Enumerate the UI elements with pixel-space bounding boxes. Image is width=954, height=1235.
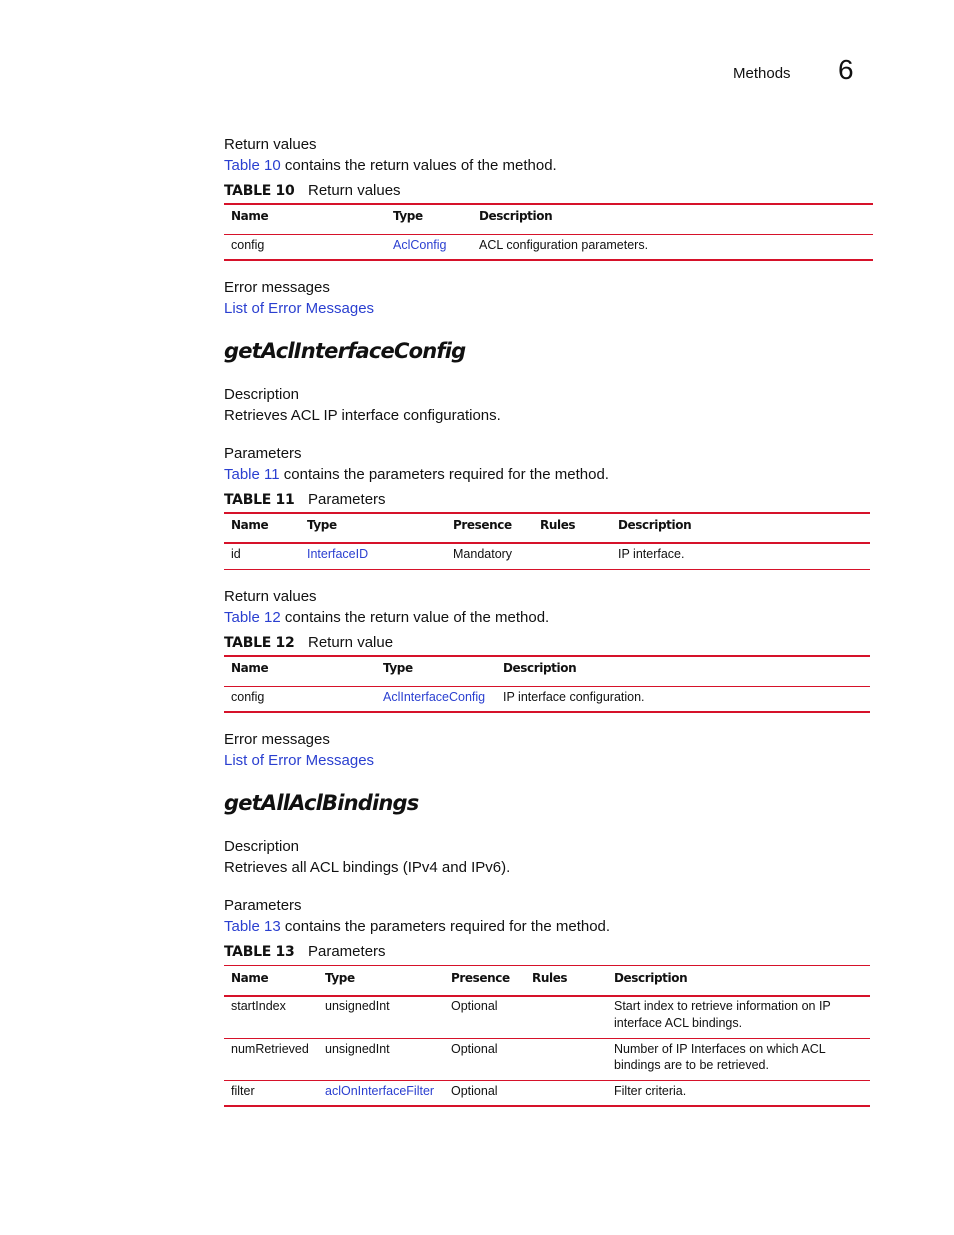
table10-col-name: Name [231, 209, 269, 223]
error-messages-heading: Error messages [224, 731, 330, 748]
table11-col-type: Type [307, 518, 337, 532]
type-link[interactable]: AclConfig [393, 238, 447, 252]
table13-col-name: Name [231, 971, 269, 985]
section-title: getAclInterfaceConfig [224, 339, 466, 363]
return-values-heading: Return values [224, 588, 317, 605]
error-messages-heading: Error messages [224, 279, 330, 296]
table13-col-description: Description [614, 971, 688, 985]
table10-intro: Table 10 contains the return values of the method. [224, 157, 557, 174]
table11-link[interactable]: Table 11 [224, 466, 280, 483]
return-values-heading: Return values [224, 136, 317, 153]
table13: Name Type Presence Rules Description startIndex unsignedInt Optional Start index to retrieve information on IP interface ACL bindings. numRetrieved unsignedInt Optional Number of IP Interfaces on which ACL bindings are to be retrieved. filter aclOnInterfaceFilter Optional Filter criteria. [224, 965, 870, 1107]
description-text: Retrieves ACL IP interface configurations. [224, 407, 501, 424]
table11-intro: Table 11 contains the parameters required for the method. [224, 466, 609, 483]
description-heading: Description [224, 838, 300, 855]
table13-intro: Table 13 contains the parameters required for the method. [224, 918, 611, 935]
description-heading: Description [224, 386, 300, 403]
table13-col-rules: Rules [532, 971, 568, 985]
table11-caption [224, 491, 624, 511]
table12-col-name: Name [231, 661, 269, 675]
type-link[interactable]: AclInterfaceConfig [383, 690, 486, 704]
table10-col-type: Type [393, 209, 423, 223]
table11-col-name: Name [231, 518, 269, 532]
table10-label: TABLE 10 [224, 183, 295, 199]
table11-col-description: Description [618, 518, 692, 532]
table13-col-presence: Presence [451, 971, 510, 985]
table13-title: Parameters [308, 943, 386, 960]
type-link[interactable]: InterfaceID [307, 547, 369, 561]
table12-title: Return value [308, 634, 394, 651]
table13-link[interactable]: Table 13 [224, 918, 281, 935]
table12-caption [224, 634, 624, 654]
table10-link[interactable]: Table 10 [224, 157, 281, 174]
description-text: Retrieves all ACL bindings (IPv4 and IPv6). [224, 859, 511, 876]
type-link[interactable]: aclOnInterfaceFilter [325, 1084, 435, 1098]
table10-title: Return values [308, 182, 401, 199]
table10-col-description: Description [479, 209, 553, 223]
parameters-heading: Parameters [224, 445, 302, 462]
chapter-number: 6 [838, 54, 854, 85]
table13-caption [224, 943, 624, 963]
running-header-section: Methods [733, 65, 791, 82]
table13-col-type: Type [325, 971, 355, 985]
table11: Name Type Presence Rules Description id InterfaceID Mandatory IP interface. [224, 512, 870, 570]
error-messages-link[interactable]: List of Error Messages [224, 300, 375, 317]
table12-label: TABLE 12 [224, 635, 295, 651]
parameters-heading: Parameters [224, 897, 302, 914]
table12-link[interactable]: Table 12 [224, 609, 281, 626]
table11-col-rules: Rules [540, 518, 576, 532]
error-messages-link[interactable]: List of Error Messages [224, 752, 375, 769]
table12-intro: Table 12 contains the return value of the method. [224, 609, 550, 626]
table13-label: TABLE 13 [224, 944, 295, 960]
table11-col-presence: Presence [453, 518, 512, 532]
table11-label: TABLE 11 [224, 492, 295, 508]
table12-col-description: Description [503, 661, 577, 675]
table11-title: Parameters [308, 491, 386, 508]
section-title: getAllAclBindings [224, 791, 419, 815]
table10: Name Type Description config AclConfig ACL configuration parameters. [224, 203, 873, 261]
table12: Name Type Description config AclInterfaceConfig IP interface configuration. [224, 655, 870, 713]
table12-col-type: Type [383, 661, 413, 675]
table10-caption [224, 182, 624, 202]
